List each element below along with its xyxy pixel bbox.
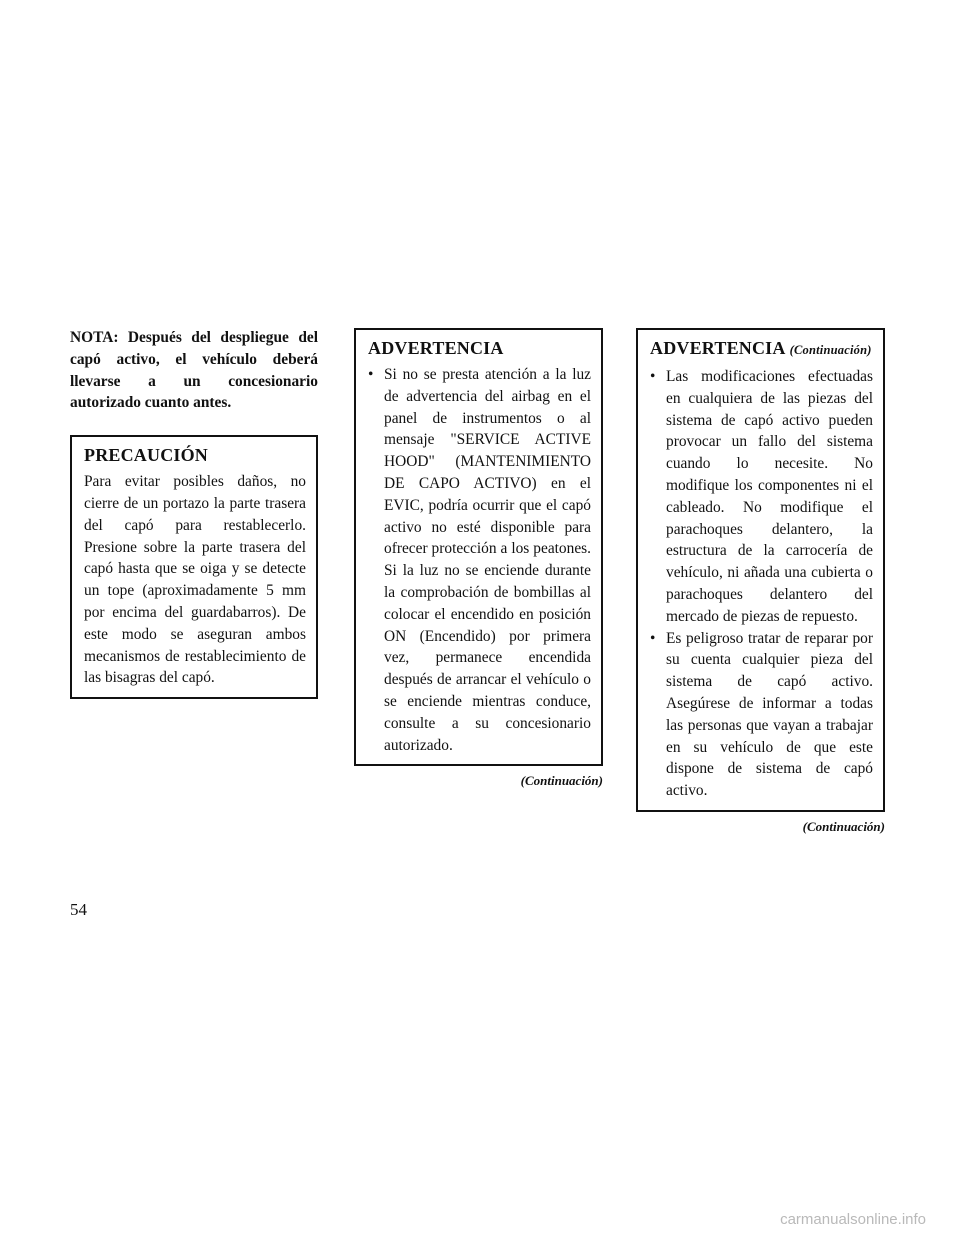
advertencia-list-2	[650, 366, 873, 802]
list-item: • Es peligroso tratar de reparar por su cuenta cualquier pieza del sistema de capó activo. Asegúrese de informar a todas las personas que vayan a trabajar en su vehículo de que este dispone de sistema de capó activo.	[650, 629, 873, 800]
precaucion-title: PRECAUCIÓN	[84, 445, 209, 466]
continuation-label-2: (Continuación)	[802, 818, 885, 834]
advertencia-box-1	[354, 328, 603, 766]
continuation-label-1: (Continuación)	[520, 773, 603, 789]
middle-column	[354, 328, 603, 792]
left-column	[70, 327, 318, 699]
page-number: 54	[70, 900, 87, 919]
note-paragraph: NOTA: Después del despliegue del capó activo, el vehículo deberá llevarse a un concesionario autorizado cuanto antes.	[70, 329, 318, 412]
bullet-icon: •	[368, 366, 374, 383]
watermark: carmanualsonline.info	[780, 1211, 926, 1228]
advertencia-title-2: ADVERTENCIA (Continuación)	[650, 338, 872, 358]
precaucion-text: Para evitar posibles daños, no cierre de un portazo la parte trasera del capó para restablecerlo. Presione sobre la parte trasera del capó hasta que se oiga y se detecte un tope (aproximadamente 5 mm por encima del guardabarros). De este modo se aseguran ambos mecanismos de restablecimiento de las bisagras del capó.	[84, 473, 306, 687]
list-item: • Si no se presta atención a la luz de advertencia del airbag en el panel de instrumentos o al mensaje "SERVICE ACTIVE HOOD" (MANTENIMIENTO DE CAPO ACTIVO) en el EVIC, podría ocurrir que el capó activo no esté disponible para ofrecer protección a los peatones. Si la luz no se enciende durante la comprobación de bombillas al colocar el encendido en posición ON (Encendido) por primera vez, permanece encendida después de arrancar el vehículo o se enciende mientras conduce, consulte a su concesionario autorizado.	[368, 366, 591, 754]
advertencia-title-1: ADVERTENCIA	[368, 338, 504, 358]
advertencia-list-1	[368, 364, 591, 756]
bullet-icon: •	[650, 629, 656, 647]
list-item: • Las modificaciones efectuadas en cualquiera de las piezas del sistema de capó activo pueden provocar un fallo del sistema cuando lo necesite. No modifique los componentes ni el cableado. No modifique el parachoques delantero, la estructura de la carrocería de vehículo, ni añada una cubierta o parachoques delantero del mercado de piezas de repuesto.	[650, 368, 873, 625]
precaucion-box	[70, 435, 318, 699]
advertencia-box-2	[636, 328, 885, 812]
bullet-icon: •	[650, 368, 656, 385]
right-column	[636, 328, 885, 838]
title-continuation: (Continuación)	[789, 343, 872, 357]
